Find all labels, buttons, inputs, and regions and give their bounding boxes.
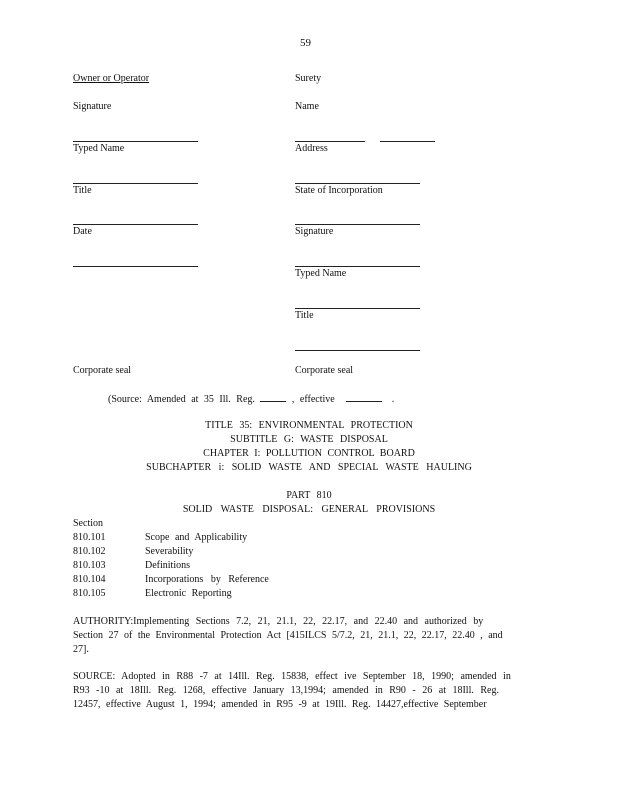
surety-header: Surety <box>295 73 322 84</box>
date-label: Date <box>73 226 92 237</box>
corporate-seal-right: Corporate seal <box>295 365 354 376</box>
subtitle-heading: SUBTITLE G: WASTE DISPOSAL <box>230 434 388 445</box>
toc-number: 810.102 <box>73 546 106 557</box>
toc-title: Scope and Applicability <box>145 532 248 543</box>
source-line-1: SOURCE: Adopted in R88 -7 at 14Ill. Reg. 15838, effect ive September 18, 1990; amended in <box>73 671 511 682</box>
authority-line-1: AUTHORITY:Implementing Sections 7.2, 21, 21.1, 22, 22.17, and 22.40 and authorized by <box>73 616 484 627</box>
title-line <box>73 224 198 225</box>
surety-name-label: Name <box>295 101 319 112</box>
toc-title: Incorporations by Reference <box>145 574 269 585</box>
blank-effective <box>346 393 382 402</box>
source-line-3: 12457, effective August 1, 1994; amended in R95 -9 at 19Ill. Reg. 14427,effective September <box>73 699 487 710</box>
corporate-seal-left: Corporate seal <box>73 365 132 376</box>
toc-number: 810.104 <box>73 574 106 585</box>
subchapter-heading: SUBCHAPTER i: SOLID WASTE AND SPECIAL WASTE HAULING <box>146 462 472 473</box>
source-middle: , effective <box>291 394 335 405</box>
address-line <box>295 183 420 184</box>
chapter-heading: CHAPTER I: POLLUTION CONTROL BOARD <box>203 448 415 459</box>
toc-title: Severability <box>145 546 194 557</box>
toc-title: Definitions <box>145 560 190 571</box>
state-line <box>295 224 420 225</box>
toc-title: Electronic Reporting <box>145 588 232 599</box>
signature-label: Signature <box>73 101 112 112</box>
title-label: Title <box>73 185 92 196</box>
part-title-heading: SOLID WASTE DISPOSAL: GENERAL PROVISIONS <box>182 504 436 515</box>
blank-register <box>260 393 286 402</box>
typed-name-line <box>73 183 198 184</box>
surety-name-line-1 <box>295 141 365 142</box>
page-number: 59 <box>300 37 311 49</box>
title-heading: TITLE 35: ENVIRONMENTAL PROTECTION <box>205 420 413 431</box>
surety-typed-name-label: Typed Name <box>295 268 347 279</box>
surety-signature-line <box>295 266 420 267</box>
toc-number: 810.105 <box>73 588 106 599</box>
toc-number: 810.101 <box>73 532 106 543</box>
source-line-2: R93 -10 at 18Ill. Reg. 1268, effective January 13,1994; amended in R90 - 26 at 18Ill. Reg. <box>73 685 499 696</box>
toc-number: 810.103 <box>73 560 106 571</box>
source-amended-line <box>108 393 394 406</box>
part-heading: PART 810 <box>286 490 332 501</box>
surety-title-line <box>295 350 420 351</box>
surety-typed-name-line <box>295 308 420 309</box>
toc-section-label: Section <box>73 518 103 529</box>
surety-title-label: Title <box>295 310 314 321</box>
authority-line-2: Section 27 of the Environmental Protection Act [415ILCS 5/7.2, 21, 21.1, 22, 22.17, 22.40 , and <box>73 630 503 641</box>
typed-name-label: Typed Name <box>73 143 125 154</box>
source-suffix: . <box>391 394 395 405</box>
signature-line <box>73 141 198 142</box>
authority-line-3: 27]. <box>73 644 89 655</box>
state-of-incorporation-label: State of Incorporation <box>295 185 383 196</box>
surety-signature-label: Signature <box>295 226 334 237</box>
source-prefix: (Source: Amended at 35 Ill. Reg. <box>108 394 255 405</box>
surety-name-line-2 <box>380 141 435 142</box>
date-line <box>73 266 198 267</box>
owner-operator-header: Owner or Operator <box>73 73 150 84</box>
address-label: Address <box>295 143 328 154</box>
